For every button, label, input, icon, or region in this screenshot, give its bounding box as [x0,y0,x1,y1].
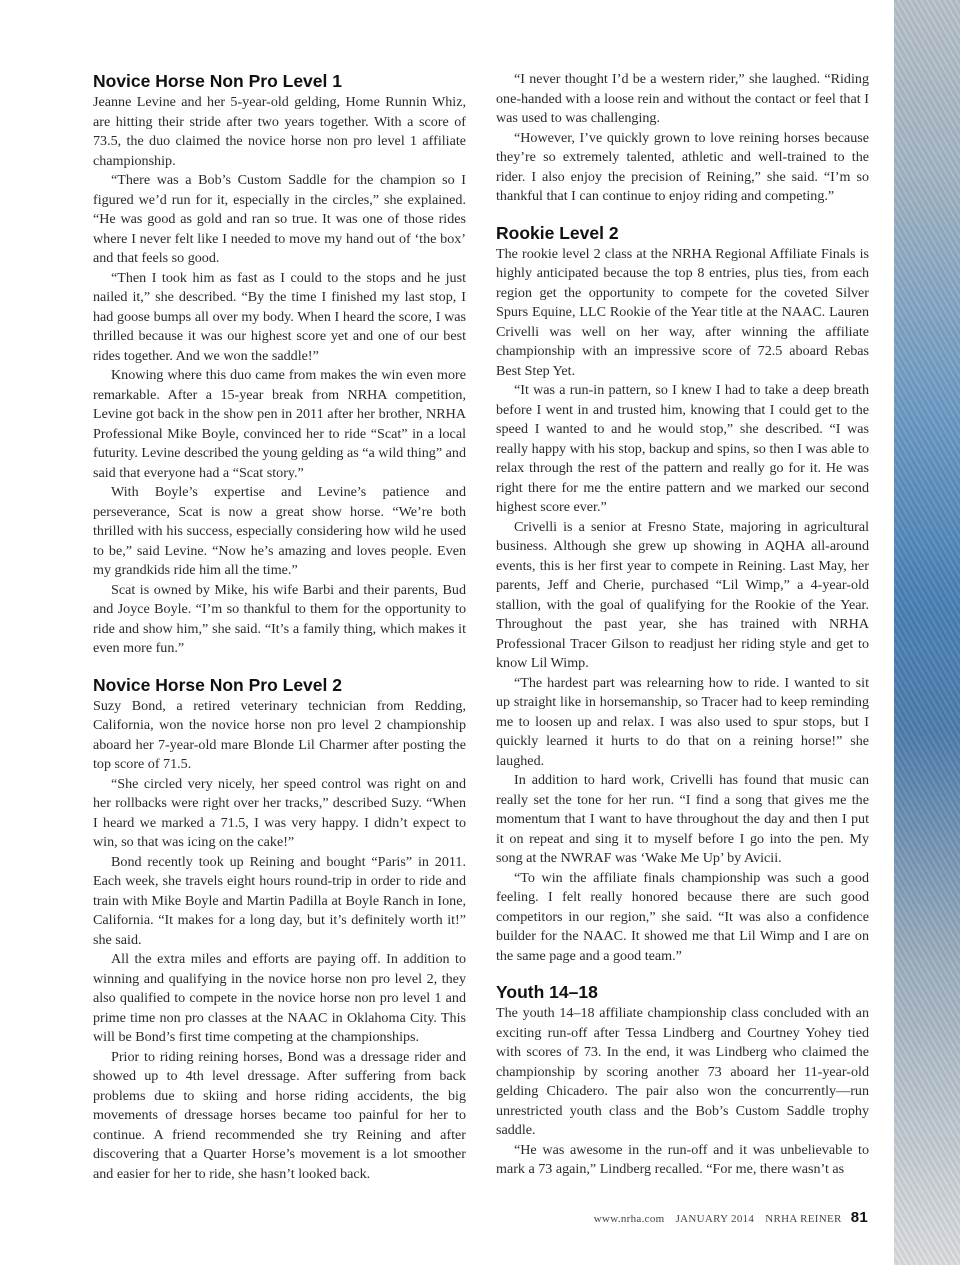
section-heading: Rookie Level 2 [496,222,619,243]
paragraph: The rookie level 2 class at the NRHA Regional Affiliate Finals is highly anticipated because the top 8 entries, plus ties, from each region get the opportunity to compete for the coveted Silver Spurs Equine, LLC Rookie of the Year title at the NAAC. Lauren Crivelli was well on her way, after winning the affiliate championship with an impressive score of 72.5 aboard Rebas Best Step Yet. [496,245,869,379]
paragraph: “However, I’ve quickly grown to love reining horses because they’re so extremely talented, athletic and well-trained to the rider. I also enjoy the precision of Reining,” she said. “I’m so thankful that I can continue to enjoy riding and competing.” [496,129,869,204]
paragraph: Bond recently took up Reining and bought “Paris” in 2011. Each week, she travels eight hours round-trip in order to ride and train with Mike Boyle and Martin Padilla at Boyle Ranch in Ione, California. “It makes for a long day, but it’s definitely worth it!” she said. [93,853,466,948]
paragraph: Jeanne Levine and her 5-year-old gelding, Home Runnin Whiz, are hitting their stride after two years together. With a score of 73.5, the duo claimed the novice horse non pro level 1 affiliate championship. [93,94,466,169]
decorative-blue-edge [894,0,960,1265]
right-column [496,70,869,1180]
paragraph: With Boyle’s expertise and Levine’s patience and perseverance, Scat is now a great show horse. “We’re both thrilled with his success, especially considering how wild he used to be,” said Levine. “Now he’s amazing and loves people. Even my grandkids ride him all the time.” [93,484,466,578]
section-heading: Youth 14–18 [496,982,598,1002]
footer-url: www.nrha.com [593,1213,665,1225]
paragraph: “She circled very nicely, her speed control was right on and her rollbacks were right over her tracks,” described Suzy. “When I heard we marked a 71.5, I was very happy. I didn’t expect to win, so that was icing on the cake!” [93,775,466,850]
left-column [93,70,466,1184]
paragraph: Knowing where this duo came from makes the win even more remarkable. After a 15-year break from NRHA competition, Levine got back in the show pen in 2011 after her brother, NRHA Professional Mike Boyle, convinced her to ride “Scat” in a local futurity. Levine described the young gelding as “a wild thing” and said that everyone had a “Scat story.” [93,367,466,481]
paragraph: The youth 14–18 affiliate championship class concluded with an exciting run-off after Tessa Lindberg and Courtney Yohey tied with scores of 73. In the end, it was Lindberg who claimed the championship by scoring another 73 aboard her 11-year-old gelding Chicadero. The pair also won the concurrently—run unrestricted youth class and the Bob’s Custom Saddle trophy saddle. [496,1005,869,1138]
paragraph: “There was a Bob’s Custom Saddle for the champion so I figured we’d run for it, especially in the circles,” she explained. “He was good as gold and ran so true. It was one of those rides where I never felt like I needed to move my hand out of ‘the box’ and that feels so good. [93,172,466,266]
section-heading: Novice Horse Non Pro Level 1 [93,71,342,91]
paragraph: “To win the affiliate finals championship was such a good feeling. I felt really honored because there are such good competitors in our region,” she said. “It was also a confidence builder for the NAAC. It showed me that Lil Wimp and I are on the same page and a good team.” [496,869,869,964]
paragraph: All the extra miles and efforts are paying off. In addition to winning and qualifying in the novice horse non pro level 2, they also qualified to compete in the novice horse non pro level 1 and prime time non pro classes at the NAAC in Oklahoma City. This will be Bond’s first time competing at the championships. [93,951,466,1045]
page-number: 81 [850,1209,868,1226]
paragraph: “He was awesome in the run-off and it was unbelievable to mark a 73 again,” Lindberg recalled. “For me, there wasn’t as [496,1141,869,1177]
paragraph: Scat is owned by Mike, his wife Barbi and their parents, Bud and Joyce Boyle. “I’m so thankful to them for the opportunity to ride and show him,” she said. “It’s a family thing, which makes it even more fun.” [93,581,466,656]
paragraph: Crivelli is a senior at Fresno State, majoring in agricultural business. Although she grew up showing in AQHA all-around events, this is her first year to compete in Reining. Last May, her parents, Jeff and Cherie, purchased “Lil Wimp,” a 4-year-old stallion, with the goal of qualifying for the Rookie of the Year. Throughout the past year, she has trained with NRHA Professional Tracer Gilson to readjust her riding style and get to know Lil Wimp. [496,518,869,671]
page-footer [586,1209,868,1226]
paragraph: In addition to hard work, Crivelli has found that music can really set the tone for her run. “I find a song that gives me the momentum that I want to have throughout the day and then I put it on repeat and sing it to myself before I go into the pen. My song at the NWRAF was ‘Wake Me Up’ by Avicii. [496,772,869,866]
paragraph: “Then I took him as fast as I could to the stops and he just nailed it,” she described. “By the time I finished my last stop, I had goose bumps all over my body. When I heard the score, I was thrilled because it was our highest score yet and one of our best rides together. And we won the saddle!” [93,269,466,364]
footer-magazine: NRHA REINER [765,1213,842,1225]
paragraph: Suzy Bond, a retired veterinary technician from Redding, California, won the novice horse non pro level 2 championship aboard her 7-year-old mare Blonde Lil Charmer after posting the top score of 71.5. [93,697,466,772]
footer-issue: JANUARY 2014 [675,1213,755,1225]
paragraph: “It was a run-in pattern, so I knew I had to take a deep breath before I went in and trusted him, knowing that I could get to the speed I wanted to and he would stop,” she described. “I was really happy with his stop, backup and spins, so then I was able to relax through the rest of the pattern and really go for it. He was right there for me the entire pattern and we marked our second highest score ever.” [496,382,869,515]
paragraph: “The hardest part was relearning how to ride. I wanted to sit up straight like in horsemanship, so Tracer had to keep reminding me to loosen up and relax. I was also used to spur stops, but I quickly learned it hurts to do that on a reining horse!” she laughed. [496,674,869,769]
paragraph: “I never thought I’d be a western rider,” she laughed. “Riding one-handed with a loose rein and without the contact or feel that I was used to was challenging. [496,71,869,126]
section-heading: Novice Horse Non Pro Level 2 [93,674,342,695]
paragraph: Prior to riding reining horses, Bond was a dressage rider and showed up to 4th level dressage. After suffering from back problems due to skiing and horse riding accidents, the big movements of dressage horses became too painful for her to continue. A friend recommended she try Reining and after discovering that a Quarter Horse’s movement is a lot smoother and easier for her to ride, she hasn’t looked back. [93,1048,466,1182]
